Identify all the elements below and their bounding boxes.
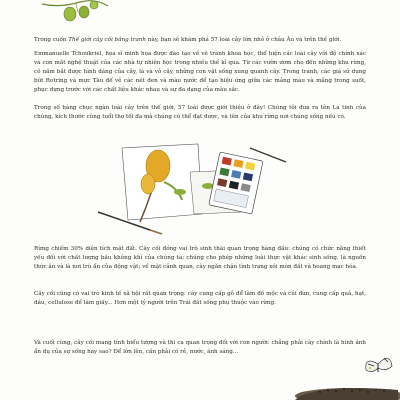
- economic-role-paragraph: Cây cối cũng có vai trò kinh tế xã hội rất quan trọng: cây cung cấp gỗ để làm đồ mộc và củi đun, cung cấp quả, hạt, dầu, cellulose để làm giấy... Hơn một tỷ người trên Trái đất sống phụ thuộc vào rừng.: [34, 291, 366, 306]
- species-paragraph: Trong số hàng chục ngàn loài cây trên thế giới, 57 loài được giới thiệu ở đây! Chúng tôi đưa ra tên La tinh của chúng, kích thước cũng tuổi thọ tối đa mà chúng có thể đạt được, và tên của khu rừng nơi chúng sống nếu có.: [34, 105, 366, 120]
- book-title: Thế giới cây cối bằng tranh: [68, 37, 147, 43]
- butterfly-log-illustration: [280, 350, 400, 400]
- artist-tools-illustration: [90, 142, 290, 242]
- butterfly-icon: [366, 358, 392, 372]
- symbolic-role-paragraph: Và cuối cùng, cây cối mang tính biểu tượng và thi ca quan trọng đối với con người: chẳng phải cây chính là hình ảnh ẩn dụ của sự sống hay sao? Để lớn lên, cần phải có rễ, nước, ánh sáng...: [34, 340, 366, 355]
- forest-ecology-paragraph: Rừng chiếm 30% diện tích mặt đất. Cây cối đóng vai trò sinh thái quan trọng hàng đầu: chúng có chức năng thiết yếu đối với chất lượng bầu không khí của chúng ta; chúng cho phép những loài thực vật khác sinh sống, là nguồn thức ăn và là nơi trú ẩn của động vật; về mặt cảnh quan, cây ngăn chặn tình trạng xói mòn đất và hoang mạc hóa.: [34, 246, 366, 270]
- intro-paragraph: Trong cuốn Thế giới cây cối bằng tranh này, bạn sẽ khám phá 57 loài cây lớn nhỏ ở châu Âu và trên thế giới.: [34, 37, 342, 43]
- illustrator-paragraph: Emmanuelle Tchoukriel, họa sĩ minh họa được đào tạo về vẽ tranh khoa học, thể hiện các loài cây với độ chính xác và con mắt nghệ thuật của các nhà tự nhiên học trong nhiều thế kỉ qua. Từ các vườn ươm cho đến những khu rừng, cô nắm bắt được hình dáng của cây, lá và vỏ cây, những con vật sống xung quanh cây. Trong tranh, các giá sử dụng bút Rotring và mực Tàu để vẽ các nét đen và màu nước để tạo hiệu ứng giữa các mảng màu và mảng trong suốt, phục dựng trước với các chất liệu khác nhau và sự đa dạng của màu sắc.: [34, 51, 366, 93]
- fruit-branch-illustration: [40, 0, 110, 30]
